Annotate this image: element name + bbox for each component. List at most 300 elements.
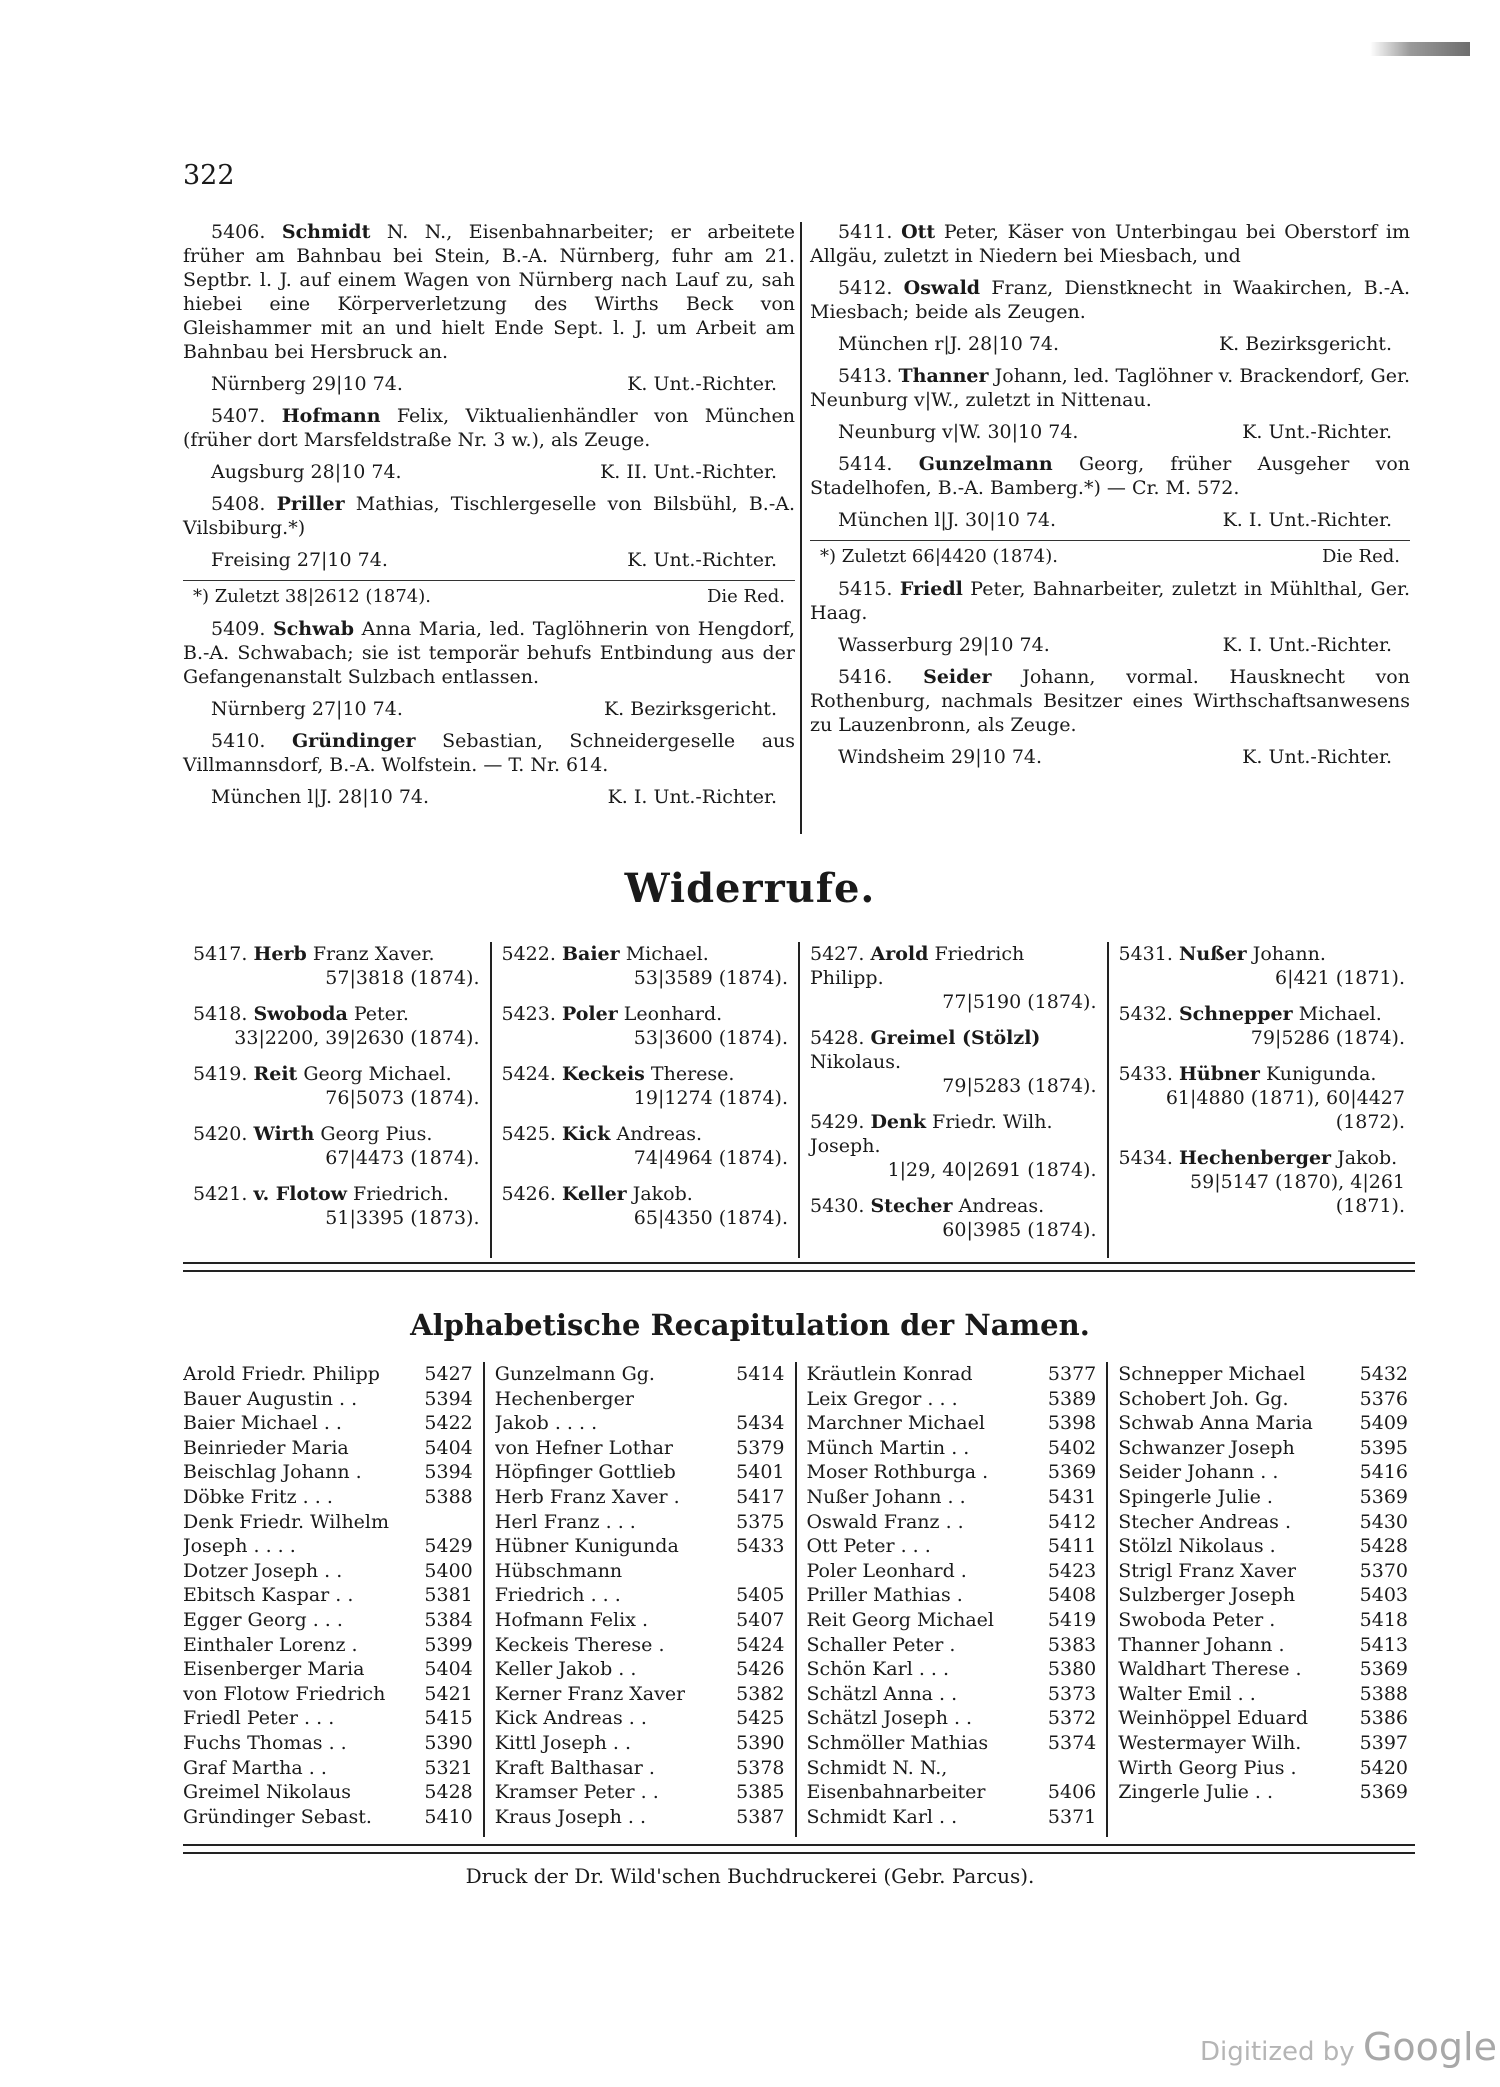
index-number: 5433 xyxy=(736,1535,785,1558)
revocation-given-names: Leonhard. xyxy=(623,1003,723,1025)
notice-entry xyxy=(183,729,795,777)
index-number: 5401 xyxy=(736,1461,785,1484)
notice-entry xyxy=(183,617,795,689)
revocation-item xyxy=(502,1062,789,1110)
revocation-given-names: Georg Pius. xyxy=(320,1123,433,1145)
index-row xyxy=(1118,1485,1408,1510)
revocation-name: Wirth xyxy=(253,1123,315,1145)
page-number: 322 xyxy=(183,160,235,191)
index-row xyxy=(183,1510,473,1535)
index-row xyxy=(183,1534,473,1559)
index-name: Eisenberger Maria xyxy=(183,1658,365,1681)
revocation-reference: 77|5190 (1874). xyxy=(942,991,1097,1013)
index-row xyxy=(495,1706,785,1731)
entry-signature xyxy=(183,548,795,572)
entry-court: K. Bezirksgericht. xyxy=(603,698,777,720)
right-column xyxy=(810,220,1410,777)
revocation-number: 5422. xyxy=(501,943,556,965)
index-name: Seider Johann . . xyxy=(1118,1461,1279,1484)
index-number: 5422 xyxy=(424,1412,473,1435)
revocation-given-names: Therese. xyxy=(650,1063,735,1085)
index-row xyxy=(183,1805,473,1830)
revocation-number: 5421. xyxy=(193,1183,248,1205)
index-number: 5426 xyxy=(736,1658,785,1681)
revocation-item xyxy=(502,1182,789,1230)
revocation-name: Keckeis xyxy=(561,1063,645,1085)
index-name: Keller Jakob . . xyxy=(494,1658,637,1681)
index-number: 5425 xyxy=(736,1707,785,1730)
entry-signature xyxy=(810,420,1410,444)
index-row xyxy=(183,1657,473,1682)
index-number: 5378 xyxy=(736,1756,785,1779)
revocation-head xyxy=(193,1182,480,1206)
revocation-item xyxy=(1119,1062,1406,1134)
revocation-item xyxy=(502,1002,789,1050)
index-number: 5397 xyxy=(1359,1731,1408,1754)
index-number: 5417 xyxy=(736,1485,785,1508)
revocation-head xyxy=(502,942,789,966)
index-row xyxy=(495,1534,785,1559)
revocation-head xyxy=(193,1062,480,1086)
notice-entry xyxy=(810,220,1410,268)
index-name: Thanner Johann . xyxy=(1118,1633,1285,1656)
index-number: 5428 xyxy=(424,1781,473,1804)
revocation-item xyxy=(502,1122,789,1170)
index-name: Marchner Michael xyxy=(806,1412,985,1435)
index-name: Bauer Augustin . . xyxy=(183,1387,358,1410)
notice-entry xyxy=(183,404,795,452)
index-name: Spingerle Julie . xyxy=(1118,1485,1273,1508)
revocation-reference: 33|2200, 39|2630 (1874). xyxy=(234,1027,480,1049)
revocations-table xyxy=(183,942,1415,1258)
revocation-number: 5420. xyxy=(193,1123,248,1145)
entry-name: Ott xyxy=(901,221,936,243)
index-row xyxy=(183,1731,473,1756)
entry-name: Gründinger xyxy=(291,730,416,752)
revocation-name: Baier xyxy=(561,943,620,965)
index-name: Weinhöppel Eduard xyxy=(1118,1707,1308,1730)
left-column xyxy=(183,220,795,817)
revocation-reference: 67|4473 (1874). xyxy=(325,1147,480,1169)
index-row xyxy=(183,1706,473,1731)
index-row xyxy=(1118,1460,1408,1485)
index-row xyxy=(183,1682,473,1707)
revocation-reference: 53|3600 (1874). xyxy=(633,1027,788,1049)
notice-entry xyxy=(810,577,1410,625)
revocation-given-names: Peter. xyxy=(353,1003,409,1025)
revocation-item xyxy=(810,1194,1097,1242)
index-number: 5410 xyxy=(424,1805,473,1828)
index-name: Stölzl Nikolaus . xyxy=(1118,1535,1276,1558)
index-name: Kittl Joseph . . xyxy=(494,1731,632,1754)
revocation-head xyxy=(810,1194,1097,1218)
index-row xyxy=(807,1780,1097,1805)
index-name: Kerner Franz Xaver xyxy=(494,1682,686,1705)
entry-court: K. Unt.-Richter. xyxy=(627,549,777,571)
section-divider xyxy=(183,1262,1415,1272)
index-row xyxy=(495,1756,785,1781)
entry-number: 5409. xyxy=(211,618,266,640)
entry-court: K. II. Unt.-Richter. xyxy=(600,461,777,483)
revocation-given-names: Andreas. xyxy=(616,1123,703,1145)
index-name: Oswald Franz . . xyxy=(806,1510,964,1533)
index-number: 5376 xyxy=(1359,1387,1408,1410)
index-number: 5394 xyxy=(424,1387,473,1410)
name-index xyxy=(173,1362,1418,1837)
index-number: 5431 xyxy=(1047,1485,1097,1508)
index-number: 5428 xyxy=(1359,1535,1408,1558)
index-row xyxy=(183,1780,473,1805)
index-name: Schwab Anna Maria xyxy=(1118,1412,1313,1435)
index-number: 5421 xyxy=(424,1682,473,1705)
index-name: Arold Friedr. Philipp xyxy=(183,1363,380,1385)
revocation-item xyxy=(1119,942,1406,990)
revocation-number: 5423. xyxy=(501,1003,556,1025)
index-number: 5413 xyxy=(1359,1633,1408,1656)
revocation-name: Keller xyxy=(561,1183,627,1205)
index-name: Jakob . . . . xyxy=(494,1412,598,1435)
index-name: Walter Emil . . xyxy=(1118,1682,1256,1705)
index-name: Schnepper Michael xyxy=(1118,1363,1306,1385)
footnote-source: Die Red. xyxy=(706,586,785,607)
revocation-name: Kick xyxy=(561,1123,611,1145)
index-number: 5387 xyxy=(736,1805,785,1828)
entry-number: 5416. xyxy=(838,666,893,688)
entry-name: Gunzelmann xyxy=(918,453,1053,475)
revocation-reference: 19|1274 (1874). xyxy=(633,1087,788,1109)
index-name: Reit Georg Michael xyxy=(806,1608,995,1631)
index-name: von Flotow Friedrich xyxy=(183,1682,386,1705)
revocation-head xyxy=(810,1026,1097,1074)
index-number: 5404 xyxy=(424,1436,473,1459)
index-name: Beischlag Johann . xyxy=(183,1461,362,1484)
revocation-name: Nußer xyxy=(1178,943,1247,965)
revocation-name: Denk xyxy=(870,1111,926,1133)
index-number: 5430 xyxy=(1359,1510,1408,1533)
index-row xyxy=(1118,1780,1408,1805)
index-row xyxy=(495,1731,785,1756)
revocation-given-names: Jakob. xyxy=(1337,1147,1398,1169)
revocation-item xyxy=(810,942,1097,1014)
revocation-item xyxy=(810,1026,1097,1098)
index-number: 5405 xyxy=(736,1584,785,1607)
index-name: Kramser Peter . . xyxy=(494,1781,659,1804)
revocation-number: 5427. xyxy=(810,943,865,965)
index-title: Alphabetische Recapitulation der Namen. xyxy=(410,1308,1090,1342)
entry-number: 5413. xyxy=(838,365,893,387)
revocation-item xyxy=(810,1110,1097,1182)
index-name: Schaller Peter . xyxy=(806,1633,956,1656)
revocation-given-names: Michael. xyxy=(625,943,709,965)
revocation-number: 5418. xyxy=(193,1003,248,1025)
index-name: Kraus Joseph . . xyxy=(494,1805,646,1828)
revocation-number: 5431. xyxy=(1118,943,1173,965)
revocation-reference: 61|4880 (1871), 60|4427 (1872). xyxy=(1165,1087,1405,1133)
entry-signature xyxy=(183,460,795,484)
index-number: 5415 xyxy=(424,1707,473,1730)
entry-signature xyxy=(810,745,1410,769)
revocation-head xyxy=(193,1002,480,1026)
index-number: 5434 xyxy=(736,1412,785,1435)
index-row xyxy=(807,1805,1097,1830)
footnote-text: *) Zuletzt 66|4420 (1874). xyxy=(820,546,1058,567)
revocation-column xyxy=(492,942,801,1258)
index-row xyxy=(495,1362,785,1387)
revocation-item xyxy=(502,942,789,990)
index-name: Priller Mathias . xyxy=(806,1584,963,1607)
revocation-item xyxy=(1119,1002,1406,1050)
index-name: Eisenbahnarbeiter xyxy=(806,1781,986,1804)
index-number: 5389 xyxy=(1047,1387,1097,1410)
index-name: Hübschmann xyxy=(494,1559,623,1582)
revocation-number: 5424. xyxy=(501,1063,556,1085)
entry-number: 5410. xyxy=(211,730,266,752)
entry-name: Hofmann xyxy=(281,405,381,427)
index-row xyxy=(183,1436,473,1461)
entry-signature xyxy=(810,633,1410,657)
entry-place-date: Augsburg 28|10 74. xyxy=(211,461,402,483)
index-row xyxy=(1118,1411,1408,1436)
entry-text: Peter, Bahnarbeiter, zuletzt in Mühlthal, Ger. Haag. xyxy=(810,578,1410,624)
index-name: Kraft Balthasar . xyxy=(494,1756,655,1779)
index-row xyxy=(807,1460,1097,1485)
index-number: 5404 xyxy=(424,1658,473,1681)
revocation-reference: 6|421 (1871). xyxy=(1274,967,1405,989)
index-name: Nußer Johann . . xyxy=(806,1485,966,1508)
entry-name: Schwab xyxy=(273,618,355,640)
revocation-head xyxy=(1119,1062,1406,1086)
notice-entry xyxy=(810,452,1410,500)
index-number: 5394 xyxy=(424,1461,473,1484)
entry-name: Priller xyxy=(276,493,345,515)
revocation-number: 5429. xyxy=(810,1111,865,1133)
revocation-head xyxy=(810,1110,1097,1158)
revocation-item xyxy=(193,1062,480,1110)
index-name: Greimel Nikolaus xyxy=(183,1781,352,1804)
footnote-rule xyxy=(183,580,795,581)
index-name: Schwanzer Joseph xyxy=(1118,1436,1295,1459)
revocation-reference: 79|5286 (1874). xyxy=(1250,1027,1405,1049)
revocation-head xyxy=(1119,1146,1406,1170)
index-column xyxy=(485,1362,797,1837)
index-row xyxy=(495,1682,785,1707)
digitized-watermark xyxy=(1200,2025,1497,2069)
revocation-column xyxy=(1109,942,1416,1258)
revocation-name: Hübner xyxy=(1178,1063,1260,1085)
index-name: Leix Gregor . . . xyxy=(806,1387,958,1410)
revocation-item xyxy=(193,942,480,990)
index-number: 5424 xyxy=(736,1633,785,1656)
index-number: 5395 xyxy=(1359,1436,1408,1459)
revocation-given-names: Franz Xaver. xyxy=(312,943,435,965)
revocation-item xyxy=(193,1002,480,1050)
revocation-reference: 76|5073 (1874). xyxy=(325,1087,480,1109)
index-row xyxy=(807,1583,1097,1608)
revocation-reference: 65|4350 (1874). xyxy=(633,1207,788,1229)
index-number: 5402 xyxy=(1047,1436,1097,1459)
index-number: 5386 xyxy=(1359,1707,1408,1730)
index-name: Ebitsch Kaspar . . xyxy=(183,1584,354,1607)
index-name: Friedrich . . . xyxy=(494,1584,621,1607)
index-number: 5377 xyxy=(1047,1363,1097,1385)
revocation-number: 5426. xyxy=(501,1183,556,1205)
index-number: 5411 xyxy=(1047,1535,1097,1558)
entry-text: Georg, früher Ausgeher von Stadelhofen, B.-A. Bamberg.*) — Cr. M. 572. xyxy=(810,453,1410,499)
index-number: 5374 xyxy=(1047,1731,1097,1754)
index-number: 5403 xyxy=(1359,1584,1408,1607)
index-row xyxy=(183,1633,473,1658)
index-row xyxy=(807,1485,1097,1510)
index-name: Joseph . . . . xyxy=(183,1535,296,1558)
revocation-name: Greimel (Stölzl) xyxy=(870,1027,1041,1049)
index-row xyxy=(1118,1436,1408,1461)
index-row xyxy=(183,1362,473,1387)
index-row xyxy=(183,1608,473,1633)
entry-place-date: Windsheim 29|10 74. xyxy=(838,746,1043,768)
revocation-head xyxy=(1119,1002,1406,1026)
revocation-head xyxy=(502,1062,789,1086)
entry-court: K. Unt.-Richter. xyxy=(1242,746,1392,768)
index-number: 5407 xyxy=(736,1608,785,1631)
revocation-number: 5430. xyxy=(810,1195,865,1217)
index-row xyxy=(1118,1559,1408,1584)
notice-entry xyxy=(810,665,1410,737)
index-name: Schobert Joh. Gg. xyxy=(1118,1387,1289,1410)
index-bottom-rule xyxy=(183,1844,1415,1854)
index-row xyxy=(1118,1583,1408,1608)
index-name: Hübner Kunigunda xyxy=(494,1535,679,1558)
index-name: Strigl Franz Xaver xyxy=(1118,1559,1297,1582)
revocation-reference: 59|5147 (1870), 4|261 (1871). xyxy=(1190,1171,1405,1217)
index-number: 5423 xyxy=(1047,1559,1097,1582)
revocation-reference: 53|3589 (1874). xyxy=(633,967,788,989)
entry-text: Johann, led. Taglöhner v. Brackendorf, Ger. Neunburg v|W., zuletzt in Nittenau. xyxy=(810,365,1410,411)
index-number: 5385 xyxy=(736,1781,785,1804)
index-row xyxy=(495,1559,785,1584)
index-number: 5399 xyxy=(424,1633,473,1656)
index-row xyxy=(807,1362,1097,1387)
index-number: 5398 xyxy=(1047,1412,1097,1435)
index-number: 5388 xyxy=(424,1485,473,1508)
printer-note: Druck der Dr. Wild'schen Buchdruckerei (Gebr. Parcus). xyxy=(465,1864,1035,1888)
entry-text: Franz, Dienstknecht in Waakirchen, B.-A. Miesbach; beide als Zeugen. xyxy=(810,277,1410,323)
index-row xyxy=(183,1460,473,1485)
index-column xyxy=(1108,1362,1418,1837)
index-column xyxy=(173,1362,485,1837)
entry-text: Felix, Viktualienhändler von München (früher dort Marsfeldstraße Nr. 3 w.), als Zeuge. xyxy=(183,405,795,451)
index-number: 5369 xyxy=(1359,1658,1408,1681)
index-row xyxy=(1118,1633,1408,1658)
footnote-source: Die Red. xyxy=(1321,546,1400,567)
index-row xyxy=(807,1633,1097,1658)
index-number: 5416 xyxy=(1359,1461,1408,1484)
revocation-given-names: Friedr. Wilh. Joseph. xyxy=(810,1111,1053,1157)
index-name: Egger Georg . . . xyxy=(183,1608,343,1631)
index-name: Gründinger Sebast. xyxy=(183,1805,372,1828)
entry-signature xyxy=(183,372,795,396)
index-number: 5380 xyxy=(1047,1658,1097,1681)
index-row xyxy=(807,1706,1097,1731)
editor-footnote xyxy=(183,585,795,609)
revocation-reference: 74|4964 (1874). xyxy=(633,1147,788,1169)
footnote-rule xyxy=(810,540,1410,541)
google-logo-text: Google xyxy=(1362,2025,1497,2069)
watermark-prefix: Digitized by xyxy=(1200,2037,1355,2067)
notice-entry xyxy=(810,364,1410,412)
revocation-head xyxy=(193,1122,480,1146)
revocation-name: Poler xyxy=(561,1003,618,1025)
index-name: Waldhart Therese . xyxy=(1118,1658,1302,1681)
entry-signature xyxy=(183,697,795,721)
index-name: Sulzberger Joseph xyxy=(1118,1584,1296,1607)
entry-number: 5411. xyxy=(838,221,893,243)
index-number: 5375 xyxy=(736,1510,785,1533)
index-name: Beinrieder Maria xyxy=(183,1436,349,1459)
revocation-given-names: Friedrich. xyxy=(353,1183,449,1205)
index-number: 5427 xyxy=(424,1363,473,1385)
revocation-number: 5432. xyxy=(1118,1003,1173,1025)
revocation-name: Herb xyxy=(253,943,307,965)
revocation-head xyxy=(810,942,1097,990)
revocation-name: Stecher xyxy=(870,1195,953,1217)
entry-place-date: Nürnberg 29|10 74. xyxy=(211,373,403,395)
index-name: Schmöller Mathias xyxy=(806,1731,989,1754)
index-row xyxy=(183,1559,473,1584)
index-name: Herl Franz . . . xyxy=(494,1510,636,1533)
entry-number: 5412. xyxy=(838,277,893,299)
index-row xyxy=(807,1436,1097,1461)
revocation-name: Schnepper xyxy=(1178,1003,1293,1025)
index-name: Fuchs Thomas . . xyxy=(183,1731,347,1754)
index-number: 5419 xyxy=(1047,1608,1097,1631)
index-name: Poler Leonhard . xyxy=(806,1559,967,1582)
entry-place-date: Nürnberg 27|10 74. xyxy=(211,698,403,720)
entry-place-date: Neunburg v|W. 30|10 74. xyxy=(838,421,1079,443)
revocation-number: 5433. xyxy=(1118,1063,1173,1085)
index-number: 5370 xyxy=(1359,1559,1408,1582)
entry-name: Schmidt xyxy=(281,221,371,243)
revocation-head xyxy=(502,1122,789,1146)
index-row xyxy=(495,1657,785,1682)
footnote-text: *) Zuletzt 38|2612 (1874). xyxy=(193,586,431,607)
entry-place-date: Freising 27|10 74. xyxy=(211,549,388,571)
index-name: Höpfinger Gottlieb xyxy=(494,1461,676,1484)
index-row xyxy=(495,1436,785,1461)
entry-name: Thanner xyxy=(898,365,989,387)
revocation-item xyxy=(193,1182,480,1230)
editor-footnote xyxy=(810,545,1410,569)
index-row xyxy=(807,1731,1097,1756)
entry-court: K. Unt.-Richter. xyxy=(1242,421,1392,443)
revocation-number: 5428. xyxy=(810,1027,865,1049)
index-row xyxy=(807,1657,1097,1682)
entry-court: K. Bezirksgericht. xyxy=(1218,333,1392,355)
revocation-given-names: Johann. xyxy=(1252,943,1326,965)
index-number: 5321 xyxy=(424,1756,473,1779)
index-row xyxy=(183,1411,473,1436)
revocation-number: 5417. xyxy=(193,943,248,965)
entry-text: Anna Maria, led. Taglöhnerin von Hengdorf, B.-A. Schwabach; sie ist temporär behufs Entbindung aus der Gefangenanstalt Sulzbach entlassen. xyxy=(183,618,795,688)
revocation-name: Reit xyxy=(253,1063,298,1085)
revocation-reference: 51|3395 (1873). xyxy=(325,1207,480,1229)
index-row xyxy=(495,1485,785,1510)
index-name: Döbke Fritz . . . xyxy=(183,1485,333,1508)
revocation-column xyxy=(183,942,492,1258)
index-number: 5406 xyxy=(1047,1781,1097,1804)
index-number: 5384 xyxy=(424,1608,473,1631)
index-row xyxy=(495,1510,785,1535)
index-row xyxy=(495,1633,785,1658)
